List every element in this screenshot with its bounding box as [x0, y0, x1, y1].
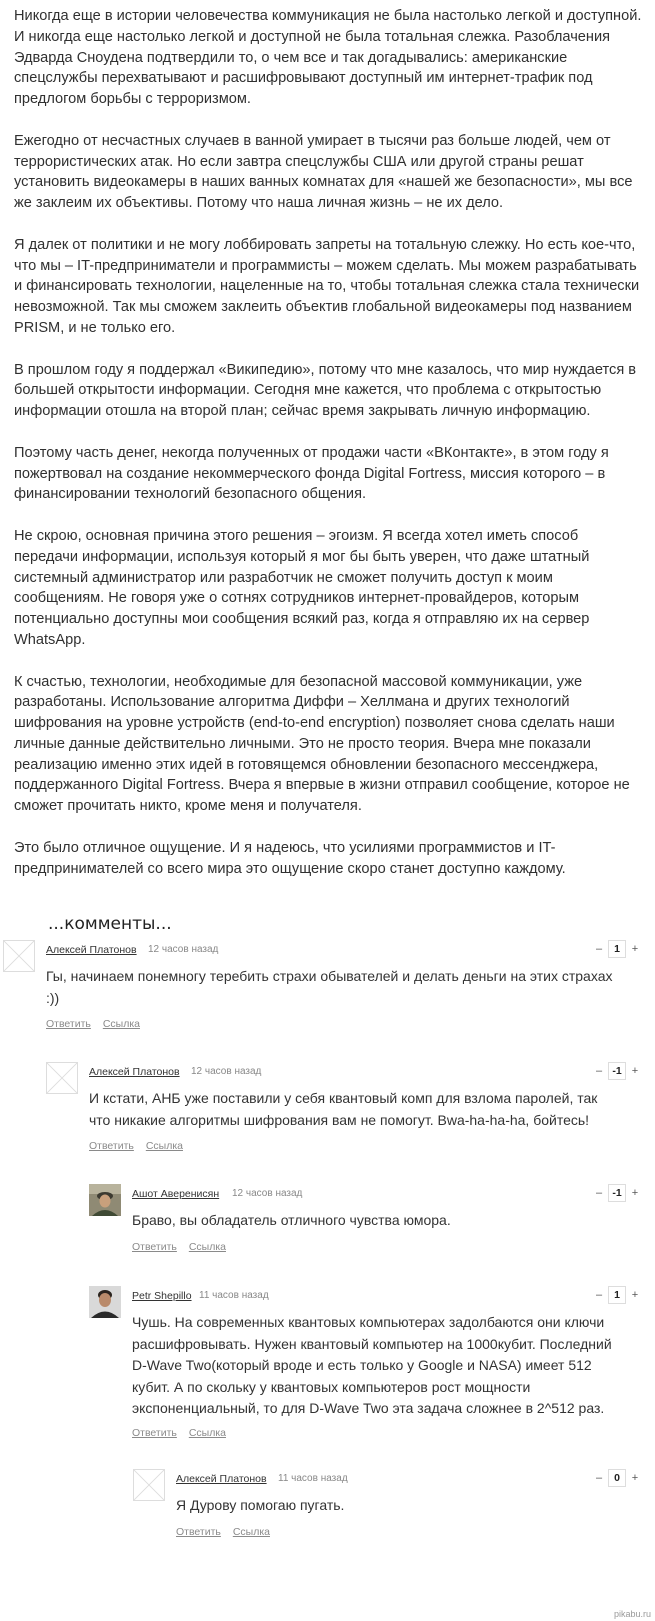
vote-up-button[interactable]: +: [631, 1289, 639, 1301]
comment-actions: [132, 1427, 235, 1439]
comment-author[interactable]: Алексей Платонов: [46, 944, 137, 956]
comment-text: Я Дурову помогаю пугать.: [176, 1497, 345, 1513]
article-paragraph: Ежегодно от несчастных случаев в ванной умирает в тысячи раз больше людей, чем от террористических атак. Но если завтра спецслужбы США или другой страны решат установить видеокамеры в наших ванных комнатах для «нашей же безопасности», мы все же заклеим их объективы. Потому что наша личная жизнь – не их дело.: [14, 132, 633, 212]
article-paragraph: Это было отличное ощущение. И я надеюсь, что усилиями программистов и IT-предпринимателей со всего мира это ощущение скоро станет доступно каждому.: [14, 839, 566, 877]
vote-down-button[interactable]: –: [595, 943, 603, 955]
avatar-placeholder-icon[interactable]: [133, 1469, 165, 1501]
reply-link[interactable]: Ответить: [132, 1427, 177, 1439]
reply-link[interactable]: Ответить: [46, 1018, 91, 1030]
vote-down-button[interactable]: –: [595, 1289, 603, 1301]
vote-control: [593, 1286, 641, 1304]
comment-time: 12 часов назад: [148, 944, 219, 955]
comment: [46, 1062, 641, 1158]
comment-time: 11 часов назад: [278, 1473, 348, 1484]
article-paragraph: Не скрою, основная причина этого решения – эгоизм. Я всегда хотел иметь способ передачи информации, используя который я мог бы быть уверен, что даже штатный системный администратор или разработчик не сможет получить доступ к моим сообщениям. Не говоря уже о сотнях сотрудников интернет-провайдеров, которым потенциально доступны мои сообщения всякий раз, когда я отправляю их на сервер WhatsApp.: [14, 527, 590, 648]
comment-text: И кстати, АНБ уже поставили у себя квантовый комп для взлома паролей, так что никакие алгоритмы шифрования вам не помогут. Bwa-ha-ha-ha, бойтесь!: [89, 1090, 598, 1128]
permalink-link[interactable]: Ссылка: [232, 1526, 270, 1538]
comment-author[interactable]: Ашот Аверенисян: [132, 1188, 220, 1200]
comment-author[interactable]: Petr Shepillo: [132, 1290, 192, 1302]
vote-up-button[interactable]: +: [631, 1472, 639, 1484]
comment-text: Гы, начинаем понемногу теребить страхи обывателей и делать деньги на этих страхах :)): [46, 968, 613, 1006]
vote-control: [593, 940, 641, 958]
vote-up-button[interactable]: +: [631, 1065, 639, 1077]
permalink-link[interactable]: Ссылка: [145, 1140, 183, 1152]
comment: [3, 940, 641, 1036]
comment: [89, 1286, 641, 1446]
reply-link[interactable]: Ответить: [132, 1241, 177, 1253]
vote-down-button[interactable]: –: [595, 1187, 603, 1199]
user-photo-avatar[interactable]: [89, 1184, 121, 1216]
vote-control: [593, 1469, 641, 1487]
article-body: [14, 6, 644, 900]
site-watermark: pikabu.ru: [613, 1609, 651, 1619]
comment-actions: [89, 1140, 192, 1152]
avatar-placeholder-icon[interactable]: [46, 1062, 78, 1094]
comment-actions: [176, 1526, 279, 1538]
article-paragraph: Никогда еще в истории человечества коммуникация не была настолько легкой и доступной. И никогда еще настолько легкой и доступной не была тотальная слежка. Разоблачения Эдварда Сноудена подтвердили то, о чем все и так догадывались: американские спецслужбы перехватывают и расшифровывают доступный им интернет-трафик под предлогом борьбы с терроризмом.: [14, 8, 642, 108]
comment-score: 0: [608, 1469, 626, 1487]
comment-time: 11 часов назад: [199, 1290, 269, 1301]
article-paragraph: Поэтому часть денег, некогда полученных от продажи части «ВКонтакте», в этом году я пожертвовал на создание некоммерческого фонда Digital Fortress, миссия которого – в финансировании технологий безопасного общения.: [14, 444, 609, 503]
permalink-link[interactable]: Ссылка: [188, 1427, 226, 1439]
comment: [89, 1184, 641, 1259]
comment-actions: [46, 1018, 149, 1030]
comment-score: 1: [608, 1286, 626, 1304]
reply-link[interactable]: Ответить: [176, 1526, 221, 1538]
comment-text: Чушь. На современных квантовых компьютерах задолбаются они ключи расшифровывать. Нужен квантовый компьютер на 1000кубит. Последний D-Wave Two(который вроде и есть только у Google и NASA) имеет 512 кубит. А по скольку у квантовых компьютеров рост мощности экспоненциальный, то для D-Wave Two эта задача сложнее в 2^512 раз.: [132, 1314, 612, 1416]
vote-down-button[interactable]: –: [595, 1065, 603, 1077]
comment-time: 12 часов назад: [232, 1188, 303, 1199]
comment-time: 12 часов назад: [191, 1066, 262, 1077]
vote-up-button[interactable]: +: [631, 1187, 639, 1199]
reply-link[interactable]: Ответить: [89, 1140, 134, 1152]
permalink-link[interactable]: Ссылка: [188, 1241, 226, 1253]
comment-author[interactable]: Алексей Платонов: [176, 1473, 267, 1485]
article-paragraph: В прошлом году я поддержал «Википедию», потому что мне казалось, что мир нуждается в большей открытости информации. Сегодня мне кажется, что проблема с открытостью информации отошла на второй план; сейчас время закрывать личную информацию.: [14, 361, 637, 420]
vote-up-button[interactable]: +: [631, 943, 639, 955]
avatar-placeholder-icon[interactable]: [3, 940, 35, 972]
comments-heading: ...комменты...: [48, 914, 172, 934]
comment-score: -1: [608, 1062, 626, 1080]
comment-text: Браво, вы обладатель отличного чувства юмора.: [132, 1212, 451, 1228]
comment-score: 1: [608, 940, 626, 958]
comment-author[interactable]: Алексей Платонов: [89, 1066, 180, 1078]
vote-control: [593, 1184, 641, 1202]
article-paragraph: К счастью, технологии, необходимые для безопасной массовой коммуникации, уже разработаны. Использование алгоритма Диффи – Хеллмана и других технологий шифрования на уровне устройств (end-to-end encryption) позволяет снова сделать наши личные данные действительно личными. Это не просто теория. Вчера мне показали реализацию именно этих идей в готовящемся обновлении безопасного мессенджера, поддержанного Digital Fortress. Вчера я впервые в жизни отправил сообщение, которое не сможет прочитать никто, кроме меня и получателя.: [14, 673, 630, 815]
article-paragraph: Я далек от политики и не могу лоббировать запреты на тотальную слежку. Но есть кое-что, что мы – IT-предприниматели и программисты – можем сделать. Мы можем разрабатывать и финансировать технологии, нацеленные на то, чтобы тотальная слежка стала технически невозможной. Так мы сможем заклеить объектив глобальной видеокамеры под названием PRISM, и не только его.: [14, 236, 640, 336]
permalink-link[interactable]: Ссылка: [102, 1018, 140, 1030]
comment: [133, 1469, 641, 1544]
comment-score: -1: [608, 1184, 626, 1202]
vote-control: [593, 1062, 641, 1080]
user-photo-avatar[interactable]: [89, 1286, 121, 1318]
comment-actions: [132, 1241, 235, 1253]
vote-down-button[interactable]: –: [595, 1472, 603, 1484]
